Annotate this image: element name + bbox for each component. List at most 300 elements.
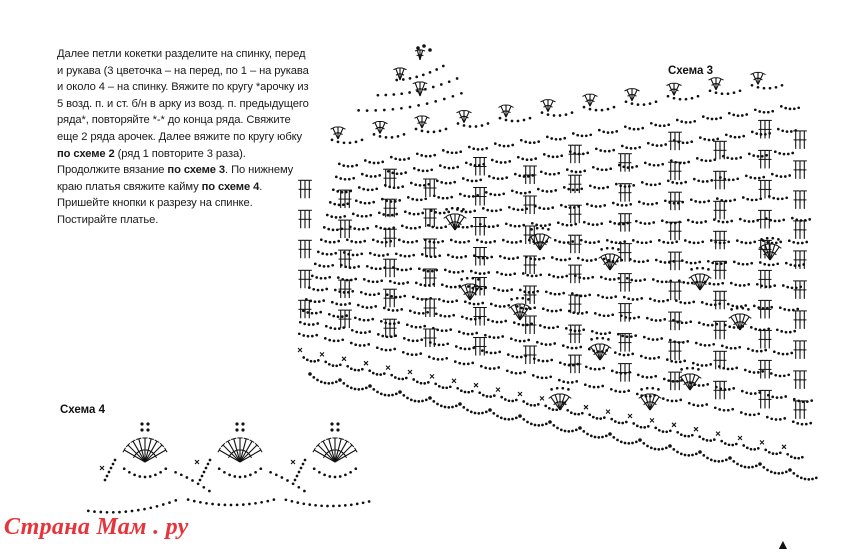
chain-stitch-dot	[703, 138, 706, 141]
chain-stitch-dot	[621, 335, 624, 338]
chain-stitch-dot	[775, 242, 778, 245]
chain-stitch-dot	[360, 331, 363, 334]
chain-stitch-dot	[655, 202, 658, 205]
chain-stitch-dot	[696, 221, 699, 224]
chain-stitch-dot	[697, 368, 700, 371]
chain-stitch-dot	[354, 388, 357, 391]
chain-stitch-dot	[781, 84, 784, 87]
chain-stitch-dot	[708, 139, 711, 142]
chain-stitch-dot	[662, 430, 665, 433]
chain-stitch-dot	[757, 412, 760, 415]
chain-stitch-dot	[654, 375, 657, 378]
single-crochet-stitch	[474, 383, 478, 387]
chain-stitch-dot	[507, 304, 510, 307]
chain-stitch-dot	[146, 422, 149, 425]
single-crochet-stitch	[518, 392, 522, 396]
chain-stitch-dot	[735, 157, 738, 160]
chain-stitch-dot	[774, 374, 777, 377]
chain-stitch-dot	[719, 117, 722, 120]
chain-stitch-dot	[244, 475, 247, 478]
chain-stitch-dot	[785, 471, 788, 474]
chain-stitch-dot	[630, 335, 633, 338]
chain-stitch-dot	[441, 283, 444, 286]
chain-stitch-dot	[659, 319, 662, 322]
chain-stitch-dot	[555, 408, 558, 411]
double-crochet-top	[747, 315, 751, 318]
chain-stitch-dot	[547, 228, 550, 231]
chain-stitch-dot	[559, 138, 562, 141]
chain-stitch-dot	[714, 460, 717, 463]
chain-stitch-dot	[461, 315, 464, 318]
chain-stitch-dot	[728, 179, 731, 182]
chain-stitch-dot	[376, 373, 379, 376]
chain-stitch-dot	[495, 209, 498, 212]
chain-stitch-dot	[497, 289, 500, 292]
chain-stitch-dot	[342, 382, 345, 385]
chain-stitch-dot	[686, 141, 689, 144]
chain-stitch-dot	[764, 449, 767, 452]
chain-stitch-dot	[513, 272, 516, 275]
chain-stitch-dot	[660, 144, 663, 147]
chain-stitch-dot	[790, 130, 793, 133]
chain-stitch-dot	[627, 297, 630, 300]
chain-stitch-dot	[711, 324, 714, 327]
chain-stitch-dot	[464, 255, 467, 258]
single-crochet-stitch	[364, 361, 368, 365]
chain-stitch-dot	[434, 100, 437, 103]
chain-stitch-dot	[511, 144, 514, 147]
chain-stitch-dot	[707, 268, 710, 271]
chain-stitch-dot	[624, 125, 627, 128]
scheme-3-diagram	[298, 44, 818, 481]
chain-stitch-dot	[488, 175, 491, 178]
chain-stitch-dot	[654, 183, 657, 186]
chain-stitch-dot	[108, 471, 111, 474]
chain-stitch-dot	[572, 189, 575, 192]
chain-stitch-dot	[702, 454, 705, 457]
chain-stitch-dot	[357, 369, 360, 372]
chain-stitch-dot	[104, 479, 107, 482]
chain-stitch-dot	[680, 368, 683, 371]
chain-stitch-dot	[712, 343, 715, 346]
chain-stitch-dot	[357, 109, 360, 112]
chain-stitch-dot	[149, 506, 152, 509]
chain-stitch-dot	[440, 83, 443, 86]
chain-stitch-dot	[738, 136, 741, 139]
chain-stitch-dot	[352, 213, 355, 216]
double-crochet-top	[339, 438, 344, 439]
chain-stitch-dot	[465, 161, 468, 164]
chain-stitch-dot	[413, 311, 416, 314]
chain-stitch-dot	[506, 289, 509, 292]
chain-stitch-dot	[419, 283, 422, 286]
chain-stitch-dot	[331, 382, 334, 385]
chain-stitch-dot	[514, 173, 517, 176]
chain-stitch-dot	[733, 91, 736, 94]
chain-stitch-dot	[379, 135, 382, 138]
chain-stitch-dot	[739, 156, 742, 159]
chain-stitch-dot	[394, 376, 397, 379]
chain-stitch-dot	[705, 364, 708, 367]
chain-stitch-dot	[727, 92, 730, 95]
chain-stitch-dot	[701, 267, 704, 270]
chain-stitch-dot	[790, 455, 793, 458]
chain-stitch-dot	[548, 420, 552, 424]
chain-stitch-dot	[579, 346, 582, 349]
chain-stitch-dot	[208, 490, 211, 493]
chain-stitch-dot	[354, 369, 357, 372]
chain-stitch-dot	[438, 344, 441, 347]
chain-stitch-dot	[774, 220, 777, 223]
chain-stitch-dot	[361, 173, 364, 176]
chain-stitch-dot	[740, 241, 743, 244]
chain-stitch-dot	[362, 188, 365, 191]
chain-stitch-dot	[368, 369, 371, 372]
chain-stitch-dot	[409, 268, 412, 271]
chain-stitch-dot	[486, 395, 489, 398]
chain-stitch-dot	[736, 239, 739, 242]
chain-stitch-dot	[732, 387, 735, 390]
chain-stitch-dot	[299, 321, 302, 324]
chain-stitch-dot	[736, 463, 739, 466]
chain-stitch-dot	[609, 167, 612, 170]
chain-stitch-dot	[665, 221, 668, 224]
chain-stitch-dot	[426, 311, 429, 314]
chain-stitch-dot	[531, 275, 534, 278]
chain-stitch-dot	[455, 405, 458, 408]
chain-stitch-dot	[481, 302, 484, 305]
chain-stitch-dot	[501, 335, 504, 338]
chain-stitch-dot	[143, 508, 146, 511]
double-crochet-top	[529, 235, 533, 238]
chain-stitch-dot	[353, 227, 356, 230]
chain-stitch-dot	[431, 226, 434, 229]
chain-stitch-dot	[339, 216, 342, 219]
chain-stitch-dot	[589, 184, 592, 187]
chain-stitch-dot	[398, 377, 401, 380]
chain-stitch-dot	[687, 282, 690, 285]
chain-stitch-dot	[372, 280, 375, 283]
chain-stitch-dot	[405, 269, 408, 272]
chain-stitch-dot	[451, 255, 454, 258]
chain-stitch-dot	[773, 350, 776, 353]
chain-stitch-dot	[338, 163, 341, 166]
chain-stitch-dot	[785, 331, 788, 334]
chain-stitch-dot	[631, 102, 634, 105]
chain-stitch-dot	[748, 153, 751, 156]
chain-stitch-dot	[653, 357, 656, 360]
chain-stitch-dot	[403, 295, 406, 298]
chain-stitch-dot	[701, 240, 704, 243]
single-crochet-stitch	[650, 418, 654, 422]
chain-stitch-dot	[423, 382, 426, 385]
chain-stitch-dot	[639, 221, 642, 224]
chain-stitch-dot	[648, 222, 651, 225]
chain-stitch-dot	[346, 202, 349, 205]
chain-stitch-dot	[548, 223, 551, 226]
chain-stitch-dot	[474, 271, 477, 274]
chain-stitch-dot	[467, 363, 470, 366]
chain-stitch-dot	[308, 372, 312, 376]
chain-stitch-dot	[601, 436, 604, 439]
chain-stitch-dot	[600, 276, 603, 279]
chain-stitch-dot	[463, 124, 466, 127]
chain-stitch-dot	[306, 311, 309, 314]
chain-stitch-dot	[522, 272, 525, 275]
chain-stitch-dot	[706, 117, 709, 120]
chain-stitch-dot	[559, 407, 562, 410]
chain-stitch-dot	[433, 131, 436, 134]
chain-stitch-dot	[526, 421, 529, 424]
chain-stitch-dot	[598, 129, 601, 132]
chain-stitch-dot	[477, 412, 480, 415]
chain-stitch-dot	[466, 226, 469, 229]
chain-stitch-dot	[788, 174, 791, 177]
chain-stitch-dot	[752, 154, 755, 157]
chain-stitch-dot	[552, 408, 555, 411]
chain-stitch-dot	[757, 371, 760, 374]
chain-stitch-dot	[436, 403, 439, 406]
chain-stitch-dot	[698, 435, 701, 438]
double-crochet-top	[444, 215, 448, 218]
chain-stitch-dot	[348, 178, 351, 181]
chain-stitch-dot	[599, 417, 602, 420]
chain-stitch-dot	[754, 392, 757, 395]
chain-stitch-dot	[566, 168, 569, 171]
chain-stitch-dot	[497, 336, 500, 339]
double-crochet-bar	[400, 74, 404, 76]
chain-stitch-dot	[571, 347, 574, 350]
chain-stitch-dot	[671, 181, 674, 184]
chain-stitch-dot	[357, 265, 360, 268]
chain-stitch-dot	[399, 158, 402, 161]
chain-stitch-dot	[333, 241, 336, 244]
chain-stitch-dot	[551, 256, 554, 259]
chain-stitch-dot	[580, 239, 583, 242]
chain-stitch-dot	[649, 357, 652, 360]
chain-stitch-dot	[546, 190, 549, 193]
chain-stitch-dot	[690, 268, 693, 271]
chain-stitch-dot	[731, 368, 734, 371]
chain-stitch-dot	[754, 177, 757, 180]
instructions-part-3: . По нижнему краю платья свяжите кайму	[57, 164, 294, 193]
chain-stitch-dot	[693, 242, 696, 245]
chain-stitch-dot	[611, 247, 614, 250]
chain-stitch-dot	[422, 74, 425, 77]
chain-stitch-dot	[675, 240, 678, 243]
chain-stitch-dot	[427, 270, 430, 273]
chain-stitch-dot	[515, 417, 518, 420]
chain-stitch-dot	[485, 411, 488, 414]
chain-stitch-dot	[628, 127, 631, 130]
chain-stitch-dot	[787, 373, 790, 376]
chain-stitch-dot	[239, 476, 242, 479]
chain-stitch-dot	[696, 363, 699, 366]
chain-stitch-dot	[500, 273, 503, 276]
chain-stitch-dot	[448, 270, 451, 273]
double-crochet-top	[244, 438, 249, 439]
chain-stitch-dot	[485, 241, 488, 244]
chain-stitch-dot	[430, 168, 433, 171]
chain-stitch-dot	[681, 321, 684, 324]
chain-stitch-dot	[361, 139, 364, 142]
chain-stitch-dot	[777, 128, 780, 131]
chain-stitch-dot	[390, 295, 393, 298]
chain-stitch-dot	[721, 92, 724, 95]
chain-stitch-dot	[779, 451, 782, 454]
chain-stitch-dot	[509, 224, 512, 227]
chain-stitch-dot	[717, 220, 720, 223]
chain-stitch-dot	[526, 403, 529, 406]
chain-stitch-dot	[771, 173, 774, 176]
chain-stitch-dot	[766, 237, 769, 240]
chain-stitch-dot	[475, 180, 478, 183]
chain-stitch-dot	[473, 210, 476, 213]
chain-stitch-dot	[670, 360, 673, 363]
chain-stitch-dot	[691, 282, 694, 285]
chain-stitch-dot	[361, 368, 364, 371]
chain-stitch-dot	[594, 368, 597, 371]
chain-stitch-dot	[493, 367, 496, 370]
chain-stitch-dot	[641, 181, 644, 184]
chain-stitch-dot	[433, 154, 436, 157]
chain-stitch-dot	[779, 375, 782, 378]
chain-stitch-dot	[644, 222, 647, 225]
chain-stitch-dot	[419, 326, 422, 329]
chain-stitch-dot	[552, 424, 555, 427]
chain-stitch-dot	[735, 443, 738, 446]
chain-stitch-dot	[710, 179, 713, 182]
chain-stitch-dot	[354, 316, 357, 319]
chain-stitch-dot	[575, 347, 578, 350]
chain-stitch-dot	[471, 277, 474, 280]
chain-stitch-dot	[392, 226, 395, 229]
chain-stitch-dot	[601, 168, 604, 171]
chain-stitch-dot	[395, 252, 398, 255]
chain-stitch-dot	[314, 263, 317, 266]
chain-stitch-dot	[518, 225, 521, 228]
chain-stitch-dot	[275, 473, 278, 476]
chain-stitch-dot	[556, 155, 559, 158]
chain-stitch-dot	[455, 345, 458, 348]
chain-stitch-dot	[325, 325, 328, 328]
chain-stitch-dot	[507, 145, 510, 148]
chain-stitch-dot	[539, 324, 542, 327]
chain-stitch-dot	[796, 308, 799, 311]
chain-stitch-dot	[595, 332, 598, 335]
single-crochet-stitch	[298, 348, 302, 352]
chain-stitch-dot	[324, 361, 327, 364]
chain-stitch-dot	[445, 285, 448, 288]
chain-stitch-dot	[313, 360, 316, 363]
chain-stitch-dot	[714, 406, 717, 409]
chain-stitch-dot	[452, 167, 455, 170]
chain-stitch-dot	[353, 266, 356, 269]
chain-stitch-dot	[365, 174, 368, 177]
chain-stitch-dot	[566, 409, 569, 412]
chain-stitch-dot	[322, 299, 325, 302]
chain-stitch-dot	[269, 471, 272, 474]
chain-stitch-dot	[687, 219, 690, 222]
chain-stitch-dot	[786, 130, 789, 133]
chain-stitch-dot	[656, 280, 659, 283]
chain-stitch-dot	[801, 456, 804, 459]
chain-stitch-dot	[371, 188, 374, 191]
chain-stitch-dot	[789, 263, 792, 266]
chain-stitch-dot	[393, 348, 396, 351]
single-crochet-stitch	[540, 396, 544, 400]
chain-stitch-dot	[398, 282, 401, 285]
chain-stitch-dot	[533, 404, 536, 407]
chain-stitch-dot	[426, 169, 429, 172]
chain-stitch-dot	[780, 175, 783, 178]
chain-stitch-dot	[613, 278, 616, 281]
chain-stitch-dot	[464, 348, 467, 351]
chain-stitch-dot	[444, 225, 447, 228]
chain-stitch-dot	[421, 212, 424, 215]
chain-stitch-dot	[446, 197, 449, 200]
chain-stitch-dot	[447, 211, 450, 214]
chain-stitch-dot	[687, 435, 690, 438]
chain-stitch-dot	[375, 267, 378, 270]
chain-stitch-dot	[422, 44, 426, 48]
chain-stitch-dot	[174, 499, 177, 502]
chain-stitch-dot	[281, 476, 284, 479]
chain-stitch-dot	[359, 344, 362, 347]
chain-stitch-dot	[469, 125, 472, 128]
chain-stitch-dot	[471, 362, 474, 365]
chain-stitch-dot	[446, 342, 449, 345]
chain-stitch-dot	[405, 377, 408, 380]
chain-stitch-dot	[736, 307, 739, 310]
chain-stitch-dot	[372, 372, 375, 375]
chain-stitch-dot	[763, 263, 766, 266]
chain-stitch-dot	[667, 179, 670, 182]
chain-stitch-dot	[544, 224, 547, 227]
chain-stitch-dot	[598, 368, 601, 371]
chain-stitch-dot	[140, 428, 143, 431]
chain-stitch-dot	[598, 187, 601, 190]
chain-stitch-dot	[456, 207, 459, 210]
chain-stitch-dot	[752, 220, 755, 223]
chain-stitch-dot	[685, 98, 688, 101]
double-crochet-top	[567, 395, 571, 398]
chain-stitch-dot	[450, 239, 453, 242]
chain-stitch-dot	[751, 466, 754, 469]
chain-stitch-dot	[451, 151, 454, 154]
chain-stitch-dot	[562, 344, 565, 347]
chain-stitch-dot	[462, 208, 465, 211]
chain-stitch-dot	[779, 418, 782, 421]
chain-stitch-dot	[128, 471, 131, 474]
chain-stitch-dot	[362, 501, 365, 504]
chain-stitch-dot	[606, 186, 609, 189]
chain-stitch-dot	[511, 418, 514, 421]
chain-stitch-dot	[357, 304, 360, 307]
chain-stitch-dot	[792, 241, 795, 244]
chain-stitch-dot	[518, 174, 521, 177]
chain-stitch-dot	[560, 259, 563, 262]
chain-stitch-dot	[734, 347, 737, 350]
chain-stitch-dot	[767, 327, 770, 330]
chain-stitch-dot	[337, 141, 340, 144]
chain-stitch-dot	[607, 338, 610, 341]
double-crochet-top	[607, 345, 611, 348]
chain-stitch-dot	[578, 426, 582, 430]
chain-stitch-dot	[777, 238, 780, 241]
site-watermark: Страна Мам . ру	[4, 514, 189, 540]
chain-stitch-dot	[731, 444, 734, 447]
